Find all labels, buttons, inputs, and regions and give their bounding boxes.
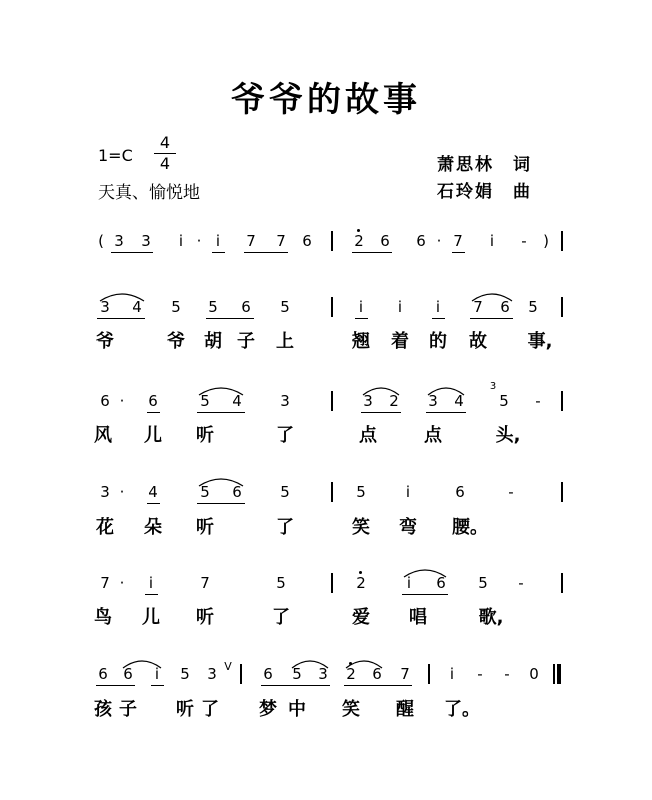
underline [344,685,412,686]
underline [212,252,225,253]
note: i [148,574,154,592]
note: 6 [232,483,242,501]
note: 5 [276,574,286,592]
note: 5 [180,665,190,683]
tempo-marking: 天真、愉悦地 [98,183,200,203]
note: 5 [292,665,302,683]
note-dot: · [119,483,125,501]
barline [331,482,333,502]
note: 6 [98,665,108,683]
intro-note: i [489,232,495,250]
lyric: 风 [94,425,112,446]
note: 6 [372,665,382,683]
lyric: 唱 [409,607,427,628]
underline [452,252,465,253]
underline [111,252,153,253]
lyric: 了 [276,517,294,538]
underline [352,252,392,253]
underline [206,318,254,319]
note-rest: 0 [529,665,539,683]
slur [121,657,163,669]
lyric: 着 [391,331,409,352]
lyric: 了 [201,699,219,720]
barline [240,664,242,684]
lyric: 事, [527,331,553,352]
intro-paren-close: ) [543,232,549,250]
barline [331,573,333,593]
note: 5 [528,298,538,316]
note: 6 [436,574,446,592]
lyric: 歌, [478,607,504,628]
lyric: 弯 [399,517,417,538]
note: 5 [171,298,181,316]
intro-note: i [215,232,221,250]
lyric: 腰。 [452,517,488,538]
note: 3 [207,665,217,683]
note: 5 [478,574,488,592]
note: i [405,483,411,501]
note: 6 [500,298,510,316]
underline [151,685,164,686]
note-dash: - [518,574,524,592]
barline [331,391,333,411]
underline [470,318,513,319]
note-dash: - [477,665,483,683]
note: 6 [241,298,251,316]
note: 5 [280,298,290,316]
lyric: 点 [359,425,377,446]
lyric: 听 [196,517,214,538]
lyric: 花 [96,517,114,538]
underline [244,252,288,253]
lyric: 笑 [352,517,370,538]
note: 7 [473,298,483,316]
note: 3 [100,298,110,316]
final-barline-thin [553,664,555,684]
note: i [397,298,403,316]
underline [432,318,445,319]
composer-credit: 石玲娟 曲 [437,182,532,202]
note: 5 [356,483,366,501]
key-signature: 1=C [98,146,133,165]
slur [197,384,245,396]
underline [147,503,160,504]
lyric: 的 [429,331,447,352]
intro-dash: - [521,232,527,250]
underline [97,318,145,319]
lyric: 鸟 [94,607,112,628]
lyric: 了 [272,607,290,628]
lyric: 子 [237,331,255,352]
intro-dot: · [196,232,202,250]
note: 2 [356,574,366,592]
lyric: 子 [119,699,137,720]
underline [197,503,245,504]
note-dash: - [535,392,541,410]
note: i [449,665,455,683]
intro-note: 2 [354,232,364,250]
slur [98,290,146,302]
lyric: 笑 [342,699,360,720]
note: 3 [100,483,110,501]
intro-note: 3 [114,232,124,250]
note: 7 [200,574,210,592]
barline [428,664,430,684]
lyric: 爷 [167,331,185,352]
lyric: 了。 [444,699,480,720]
lyric: 听 [196,425,214,446]
lyric: 胡 [204,331,222,352]
lyric: 爷 [96,331,114,352]
lyric: 头, [495,425,521,446]
meter-bottom: 4 [159,154,171,173]
underline [355,318,368,319]
high-octave-dot [359,571,362,574]
barline [561,573,563,593]
underline [426,412,466,413]
high-octave-dot [349,662,352,665]
grace-note: 3 [489,381,497,392]
note: 5 [280,483,290,501]
note: 5 [208,298,218,316]
barline [561,391,563,411]
underline [361,412,401,413]
intro-dot: · [436,232,442,250]
slur [402,566,448,578]
note-dot: · [119,574,125,592]
high-octave-dot [357,229,360,232]
note: 7 [100,574,110,592]
note: 3 [280,392,290,410]
note: i [435,298,441,316]
underline [147,412,160,413]
lyric: 爱 [352,607,370,628]
note: 4 [454,392,464,410]
meter-top: 4 [159,133,171,152]
slur [470,290,514,302]
slur [197,475,245,487]
barline [561,297,563,317]
note-dash: - [508,483,514,501]
song-title: 爷爷的故事 [231,80,421,120]
note: 6 [148,392,158,410]
slur [290,657,330,669]
note: 6 [455,483,465,501]
note: 4 [132,298,142,316]
intro-note: 6 [380,232,390,250]
note: i [406,574,412,592]
note: 6 [263,665,273,683]
underline [402,594,448,595]
slur [426,384,466,396]
note: 5 [200,483,210,501]
lyric: 听 [196,607,214,628]
note: 5 [200,392,210,410]
note: 6 [123,665,133,683]
lyric: 点 [424,425,442,446]
lyric: 孩 [94,699,112,720]
note: 6 [100,392,110,410]
lyric: 中 [288,699,306,720]
note: 2 [389,392,399,410]
intro-note: 6 [416,232,426,250]
note: 3 [318,665,328,683]
barline [331,231,333,251]
note: 5 [499,392,509,410]
note-dot: · [119,392,125,410]
lyric: 梦 [259,699,277,720]
lyric: 听 [176,699,194,720]
slur [344,657,384,669]
lyric: 醒 [396,699,414,720]
note: 3 [363,392,373,410]
lyric: 故 [469,331,487,352]
lyric: 了 [276,425,294,446]
intro-paren-open: ( [98,232,104,250]
note: 7 [400,665,410,683]
lyric: 儿 [144,425,162,446]
note: 2 [346,665,356,683]
underline [197,412,245,413]
note: 4 [232,392,242,410]
underline [96,685,135,686]
underline [145,594,158,595]
note: i [154,665,160,683]
intro-note: i [178,232,184,250]
slur [361,384,401,396]
intro-note: 7 [453,232,463,250]
lyric: 朵 [144,517,162,538]
intro-note: 6 [302,232,312,250]
note: i [358,298,364,316]
lyricist-credit: 萧思林 词 [437,155,532,175]
breath-mark: V [224,660,232,673]
note: 3 [428,392,438,410]
intro-note: 3 [141,232,151,250]
final-barline-thick [557,664,561,684]
intro-note: 7 [276,232,286,250]
note: 4 [148,483,158,501]
lyric: 儿 [142,607,160,628]
intro-note: 7 [246,232,256,250]
note-dash: - [504,665,510,683]
barline [561,231,563,251]
underline [261,685,330,686]
barline [331,297,333,317]
barline [561,482,563,502]
time-signature [154,134,176,173]
lyric: 上 [276,331,294,352]
lyric: 翘 [352,331,370,352]
